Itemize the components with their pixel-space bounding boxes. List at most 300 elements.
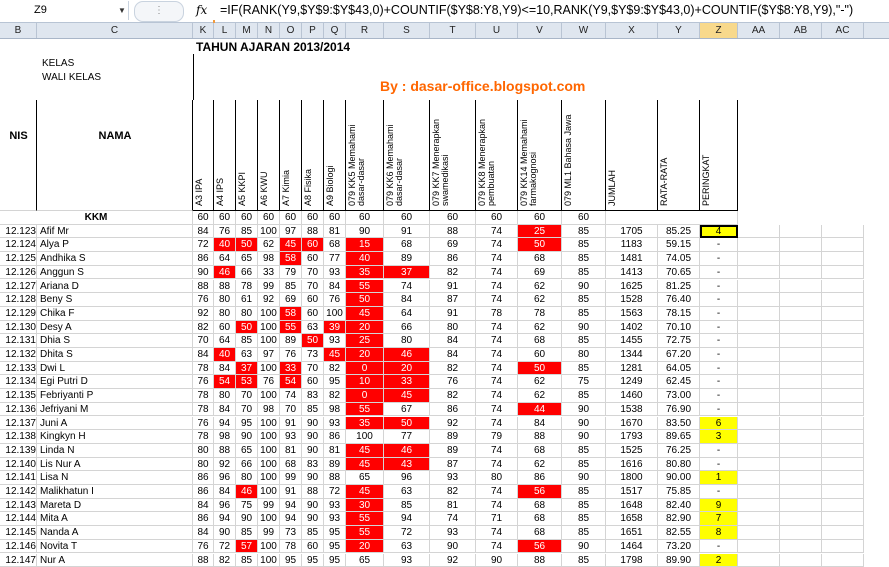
score-cell[interactable]: 78 <box>193 362 214 376</box>
score-cell[interactable]: 45 <box>280 238 302 252</box>
score-cell[interactable]: 99 <box>258 526 280 540</box>
empty-cell[interactable] <box>780 444 822 458</box>
empty-cell[interactable] <box>822 540 864 554</box>
score-cell[interactable]: 90 <box>562 403 606 417</box>
score-cell[interactable]: 72 <box>193 238 214 252</box>
score-cell[interactable]: 85 <box>562 225 606 239</box>
score-cell[interactable]: 62 <box>518 458 562 472</box>
score-cell[interactable]: 90 <box>302 444 324 458</box>
name-cell[interactable]: Febriyanti P <box>37 389 193 403</box>
score-cell[interactable]: 95 <box>324 526 346 540</box>
score-cell[interactable]: 90 <box>302 430 324 444</box>
jumlah-cell[interactable]: 1563 <box>606 307 658 321</box>
empty-cell[interactable] <box>780 417 822 431</box>
name-cell[interactable]: Lisa N <box>37 471 193 485</box>
empty-cell[interactable] <box>738 362 780 376</box>
score-cell[interactable]: 100 <box>258 512 280 526</box>
score-cell[interactable]: 80 <box>214 307 236 321</box>
empty-cell[interactable] <box>822 403 864 417</box>
score-cell[interactable]: 88 <box>302 225 324 239</box>
score-cell[interactable]: 93 <box>430 526 476 540</box>
score-cell[interactable]: 68 <box>518 526 562 540</box>
empty-cell[interactable] <box>822 526 864 540</box>
score-cell[interactable]: 45 <box>346 444 384 458</box>
nis-cell[interactable]: 12.133 <box>0 362 37 376</box>
score-cell[interactable]: 88 <box>518 430 562 444</box>
score-cell[interactable]: 90 <box>236 512 258 526</box>
score-cell[interactable]: 60 <box>302 375 324 389</box>
score-cell[interactable]: 76 <box>193 540 214 554</box>
score-cell[interactable]: 84 <box>193 499 214 513</box>
empty-cell[interactable] <box>780 375 822 389</box>
score-cell[interactable]: 46 <box>384 444 430 458</box>
name-cell[interactable]: Novita T <box>37 540 193 554</box>
score-cell[interactable]: 100 <box>258 389 280 403</box>
score-cell[interactable]: 55 <box>346 512 384 526</box>
jumlah-cell[interactable]: 1616 <box>606 458 658 472</box>
score-cell[interactable]: 84 <box>193 526 214 540</box>
empty-cell[interactable] <box>738 307 780 321</box>
score-cell[interactable]: 78 <box>476 307 518 321</box>
score-cell[interactable]: 80 <box>193 444 214 458</box>
score-cell[interactable]: 64 <box>214 334 236 348</box>
jumlah-cell[interactable]: 1481 <box>606 252 658 266</box>
score-cell[interactable]: 33 <box>280 362 302 376</box>
score-cell[interactable]: 20 <box>384 362 430 376</box>
score-cell[interactable]: 66 <box>384 321 430 335</box>
peringkat-cell[interactable]: 1 <box>700 471 738 485</box>
score-cell[interactable]: 90 <box>214 526 236 540</box>
empty-cell[interactable] <box>780 458 822 472</box>
score-cell[interactable]: 54 <box>280 375 302 389</box>
score-cell[interactable]: 62 <box>518 389 562 403</box>
score-cell[interactable]: 73 <box>280 526 302 540</box>
name-cell[interactable]: Jefriyani M <box>37 403 193 417</box>
score-cell[interactable]: 82 <box>324 389 346 403</box>
score-cell[interactable]: 62 <box>258 238 280 252</box>
empty-cell[interactable] <box>780 293 822 307</box>
score-cell[interactable]: 68 <box>518 334 562 348</box>
score-cell[interactable]: 85 <box>562 458 606 472</box>
nis-cell[interactable]: 12.147 <box>0 554 37 567</box>
name-cell[interactable]: Dhia S <box>37 334 193 348</box>
score-cell[interactable]: 40 <box>346 252 384 266</box>
score-cell[interactable]: 84 <box>214 362 236 376</box>
score-cell[interactable]: 74 <box>476 280 518 294</box>
score-cell[interactable]: 90 <box>236 430 258 444</box>
score-cell[interactable]: 86 <box>324 430 346 444</box>
name-cell[interactable]: Beny S <box>37 293 193 307</box>
nis-cell[interactable]: 12.126 <box>0 266 37 280</box>
formula-bar-grip-icon[interactable]: ⋮ <box>134 1 184 22</box>
score-cell[interactable]: 86 <box>430 252 476 266</box>
rata-rata-cell[interactable]: 89.90 <box>658 554 700 567</box>
score-cell[interactable]: 94 <box>280 512 302 526</box>
name-cell[interactable]: Dhita S <box>37 348 193 362</box>
score-cell[interactable]: 100 <box>258 444 280 458</box>
score-cell[interactable]: 85 <box>562 444 606 458</box>
score-cell[interactable]: 35 <box>346 266 384 280</box>
score-cell[interactable]: 62 <box>518 293 562 307</box>
rata-rata-cell[interactable]: 73.00 <box>658 389 700 403</box>
score-cell[interactable]: 50 <box>346 293 384 307</box>
score-cell[interactable]: 82 <box>430 485 476 499</box>
score-cell[interactable]: 93 <box>324 417 346 431</box>
score-cell[interactable]: 74 <box>476 526 518 540</box>
score-cell[interactable]: 90 <box>302 499 324 513</box>
empty-cell[interactable] <box>738 225 780 239</box>
peringkat-cell[interactable]: - <box>700 403 738 417</box>
score-cell[interactable]: 76 <box>193 375 214 389</box>
score-cell[interactable]: 74 <box>476 389 518 403</box>
score-cell[interactable]: 20 <box>346 540 384 554</box>
empty-cell[interactable] <box>738 334 780 348</box>
score-cell[interactable]: 92 <box>430 417 476 431</box>
name-cell[interactable]: Egi Putri D <box>37 375 193 389</box>
score-cell[interactable]: 85 <box>562 554 606 567</box>
score-cell[interactable]: 98 <box>324 403 346 417</box>
score-cell[interactable]: 68 <box>280 458 302 472</box>
column-header-x[interactable]: X <box>606 23 658 38</box>
score-cell[interactable]: 86 <box>430 403 476 417</box>
score-cell[interactable]: 92 <box>430 554 476 567</box>
score-cell[interactable]: 68 <box>518 512 562 526</box>
score-cell[interactable]: 62 <box>518 375 562 389</box>
peringkat-cell[interactable]: 8 <box>700 526 738 540</box>
peringkat-cell[interactable]: 7 <box>700 512 738 526</box>
score-cell[interactable]: 88 <box>302 485 324 499</box>
score-cell[interactable]: 85 <box>280 280 302 294</box>
score-cell[interactable]: 99 <box>258 499 280 513</box>
column-header-b[interactable]: B <box>0 23 37 38</box>
score-cell[interactable]: 90 <box>302 512 324 526</box>
peringkat-cell[interactable]: - <box>700 266 738 280</box>
score-cell[interactable]: 89 <box>430 430 476 444</box>
score-cell[interactable]: 86 <box>193 512 214 526</box>
score-cell[interactable]: 94 <box>384 512 430 526</box>
score-cell[interactable]: 80 <box>384 334 430 348</box>
score-cell[interactable]: 78 <box>518 307 562 321</box>
score-cell[interactable]: 63 <box>384 485 430 499</box>
name-cell[interactable]: Afif Mr <box>37 225 193 239</box>
score-cell[interactable]: 75 <box>236 499 258 513</box>
score-cell[interactable]: 45 <box>324 348 346 362</box>
empty-cell[interactable] <box>738 485 780 499</box>
score-cell[interactable]: 73 <box>302 348 324 362</box>
rata-rata-cell[interactable]: 67.20 <box>658 348 700 362</box>
score-cell[interactable]: 46 <box>236 485 258 499</box>
column-header-w[interactable]: W <box>562 23 606 38</box>
score-cell[interactable]: 100 <box>258 554 280 567</box>
score-cell[interactable]: 93 <box>324 512 346 526</box>
jumlah-cell[interactable]: 1648 <box>606 499 658 513</box>
rata-rata-cell[interactable]: 85.25 <box>658 225 700 239</box>
peringkat-cell[interactable]: - <box>700 485 738 499</box>
score-cell[interactable]: 79 <box>280 266 302 280</box>
score-cell[interactable]: 76 <box>214 225 236 239</box>
name-cell[interactable]: Malikhatun I <box>37 485 193 499</box>
score-cell[interactable]: 89 <box>384 252 430 266</box>
jumlah-cell[interactable]: 1413 <box>606 266 658 280</box>
score-cell[interactable]: 68 <box>384 238 430 252</box>
rata-rata-cell[interactable]: 90.00 <box>658 471 700 485</box>
score-cell[interactable]: 89 <box>324 458 346 472</box>
jumlah-cell[interactable]: 1528 <box>606 293 658 307</box>
rata-rata-cell[interactable]: 80.80 <box>658 458 700 472</box>
score-cell[interactable]: 60 <box>302 293 324 307</box>
score-cell[interactable]: 74 <box>476 417 518 431</box>
empty-cell[interactable] <box>822 458 864 472</box>
column-header-ac[interactable]: AC <box>822 23 864 38</box>
score-cell[interactable]: 68 <box>518 252 562 266</box>
score-cell[interactable]: 74 <box>430 512 476 526</box>
empty-cell[interactable] <box>780 499 822 513</box>
score-cell[interactable]: 60 <box>518 348 562 362</box>
score-cell[interactable]: 43 <box>384 458 430 472</box>
score-cell[interactable]: 50 <box>302 334 324 348</box>
score-cell[interactable]: 97 <box>258 348 280 362</box>
score-cell[interactable]: 56 <box>518 485 562 499</box>
empty-cell[interactable] <box>738 321 780 335</box>
insert-function-icon[interactable]: fx <box>196 1 207 19</box>
column-header-s[interactable]: S <box>384 23 430 38</box>
score-cell[interactable]: 69 <box>518 266 562 280</box>
score-cell[interactable]: 90 <box>562 471 606 485</box>
score-cell[interactable]: 74 <box>476 458 518 472</box>
score-cell[interactable]: 88 <box>193 280 214 294</box>
score-cell[interactable]: 90 <box>562 280 606 294</box>
column-header-n[interactable]: N <box>258 23 280 38</box>
score-cell[interactable]: 84 <box>430 348 476 362</box>
score-cell[interactable]: 78 <box>193 430 214 444</box>
rata-rata-cell[interactable]: 76.40 <box>658 293 700 307</box>
score-cell[interactable]: 65 <box>346 554 384 567</box>
jumlah-cell[interactable]: 1344 <box>606 348 658 362</box>
score-cell[interactable]: 83 <box>302 458 324 472</box>
score-cell[interactable]: 40 <box>214 348 236 362</box>
score-cell[interactable]: 100 <box>346 430 384 444</box>
score-cell[interactable]: 62 <box>518 280 562 294</box>
score-cell[interactable]: 84 <box>384 293 430 307</box>
name-cell[interactable]: Chika F <box>37 307 193 321</box>
empty-cell[interactable] <box>738 512 780 526</box>
nis-cell[interactable]: 12.123 <box>0 225 37 239</box>
score-cell[interactable]: 96 <box>214 471 236 485</box>
score-cell[interactable]: 74 <box>476 252 518 266</box>
score-cell[interactable]: 88 <box>214 444 236 458</box>
empty-cell[interactable] <box>738 348 780 362</box>
score-cell[interactable]: 40 <box>214 238 236 252</box>
score-cell[interactable]: 44 <box>518 403 562 417</box>
score-cell[interactable]: 50 <box>518 362 562 376</box>
empty-cell[interactable] <box>822 321 864 335</box>
empty-cell[interactable] <box>738 403 780 417</box>
score-cell[interactable]: 85 <box>562 389 606 403</box>
chevron-down-icon[interactable]: ▼ <box>118 1 126 20</box>
score-cell[interactable]: 100 <box>258 225 280 239</box>
column-header-t[interactable]: T <box>430 23 476 38</box>
empty-cell[interactable] <box>780 307 822 321</box>
empty-cell[interactable] <box>780 471 822 485</box>
score-cell[interactable]: 76 <box>280 348 302 362</box>
nis-cell[interactable]: 12.128 <box>0 293 37 307</box>
empty-cell[interactable] <box>822 375 864 389</box>
score-cell[interactable]: 96 <box>384 471 430 485</box>
score-cell[interactable]: 0 <box>346 362 384 376</box>
score-cell[interactable]: 95 <box>302 554 324 567</box>
score-cell[interactable]: 100 <box>258 307 280 321</box>
score-cell[interactable]: 80 <box>214 389 236 403</box>
column-header-v[interactable]: V <box>518 23 562 38</box>
empty-cell[interactable] <box>780 252 822 266</box>
empty-cell[interactable] <box>780 403 822 417</box>
score-cell[interactable]: 45 <box>346 458 384 472</box>
score-cell[interactable]: 54 <box>214 375 236 389</box>
empty-cell[interactable] <box>780 238 822 252</box>
score-cell[interactable]: 85 <box>236 334 258 348</box>
name-cell[interactable]: Alya P <box>37 238 193 252</box>
jumlah-cell[interactable]: 1281 <box>606 362 658 376</box>
score-cell[interactable]: 20 <box>346 348 384 362</box>
score-cell[interactable]: 74 <box>476 485 518 499</box>
column-header-aa[interactable]: AA <box>738 23 780 38</box>
score-cell[interactable]: 100 <box>258 430 280 444</box>
score-cell[interactable]: 89 <box>280 334 302 348</box>
column-header-r[interactable]: R <box>346 23 384 38</box>
score-cell[interactable]: 33 <box>258 266 280 280</box>
empty-cell[interactable] <box>780 348 822 362</box>
score-cell[interactable]: 50 <box>518 238 562 252</box>
empty-cell[interactable] <box>822 430 864 444</box>
score-cell[interactable]: 58 <box>280 307 302 321</box>
score-cell[interactable]: 93 <box>324 266 346 280</box>
score-cell[interactable]: 98 <box>258 252 280 266</box>
score-cell[interactable]: 74 <box>476 225 518 239</box>
score-cell[interactable]: 65 <box>236 252 258 266</box>
empty-cell[interactable] <box>780 321 822 335</box>
score-cell[interactable]: 86 <box>193 471 214 485</box>
score-cell[interactable]: 68 <box>518 444 562 458</box>
score-cell[interactable]: 66 <box>236 266 258 280</box>
score-cell[interactable]: 90 <box>346 225 384 239</box>
score-cell[interactable]: 72 <box>214 540 236 554</box>
score-cell[interactable]: 91 <box>430 280 476 294</box>
peringkat-cell[interactable]: 3 <box>700 430 738 444</box>
score-cell[interactable]: 95 <box>324 540 346 554</box>
score-cell[interactable]: 91 <box>280 417 302 431</box>
peringkat-cell[interactable]: - <box>700 362 738 376</box>
score-cell[interactable]: 72 <box>384 526 430 540</box>
score-cell[interactable]: 55 <box>346 280 384 294</box>
nis-cell[interactable]: 12.132 <box>0 348 37 362</box>
score-cell[interactable]: 82 <box>324 362 346 376</box>
score-cell[interactable]: 100 <box>258 334 280 348</box>
column-header-u[interactable]: U <box>476 23 518 38</box>
column-header-c[interactable]: C <box>37 23 193 38</box>
score-cell[interactable]: 88 <box>193 554 214 567</box>
score-cell[interactable]: 60 <box>302 540 324 554</box>
score-cell[interactable]: 85 <box>562 252 606 266</box>
score-cell[interactable]: 80 <box>193 458 214 472</box>
jumlah-cell[interactable]: 1651 <box>606 526 658 540</box>
jumlah-cell[interactable]: 1798 <box>606 554 658 567</box>
score-cell[interactable]: 85 <box>384 499 430 513</box>
column-header-y[interactable]: Y <box>658 23 700 38</box>
score-cell[interactable]: 85 <box>562 485 606 499</box>
score-cell[interactable]: 74 <box>476 348 518 362</box>
score-cell[interactable]: 100 <box>324 307 346 321</box>
score-cell[interactable]: 60 <box>214 321 236 335</box>
column-header-m[interactable]: M <box>236 23 258 38</box>
rata-rata-cell[interactable]: 82.55 <box>658 526 700 540</box>
score-cell[interactable]: 53 <box>236 375 258 389</box>
empty-cell[interactable] <box>780 430 822 444</box>
rata-rata-cell[interactable]: 59.15 <box>658 238 700 252</box>
score-cell[interactable]: 35 <box>346 417 384 431</box>
score-cell[interactable]: 100 <box>258 417 280 431</box>
name-cell[interactable]: Nur A <box>37 554 193 567</box>
score-cell[interactable]: 100 <box>258 362 280 376</box>
score-cell[interactable]: 70 <box>236 403 258 417</box>
score-cell[interactable]: 85 <box>562 266 606 280</box>
score-cell[interactable]: 90 <box>193 266 214 280</box>
score-cell[interactable]: 55 <box>346 526 384 540</box>
score-cell[interactable]: 95 <box>324 375 346 389</box>
score-cell[interactable]: 76 <box>193 417 214 431</box>
empty-cell[interactable] <box>822 471 864 485</box>
score-cell[interactable]: 74 <box>476 334 518 348</box>
nis-cell[interactable]: 12.144 <box>0 512 37 526</box>
empty-cell[interactable] <box>738 499 780 513</box>
score-cell[interactable]: 90 <box>302 417 324 431</box>
empty-cell[interactable] <box>780 225 822 239</box>
score-cell[interactable]: 75 <box>562 375 606 389</box>
nis-cell[interactable]: 12.142 <box>0 485 37 499</box>
score-cell[interactable]: 70 <box>302 266 324 280</box>
score-cell[interactable]: 63 <box>384 540 430 554</box>
nis-cell[interactable]: 12.135 <box>0 389 37 403</box>
jumlah-cell[interactable]: 1525 <box>606 444 658 458</box>
score-cell[interactable]: 82 <box>430 389 476 403</box>
rata-rata-cell[interactable]: 78.15 <box>658 307 700 321</box>
score-cell[interactable]: 84 <box>193 225 214 239</box>
jumlah-cell[interactable]: 1705 <box>606 225 658 239</box>
score-cell[interactable]: 74 <box>476 362 518 376</box>
score-cell[interactable]: 45 <box>346 307 384 321</box>
score-cell[interactable]: 85 <box>562 512 606 526</box>
score-cell[interactable]: 76 <box>430 375 476 389</box>
score-cell[interactable]: 82 <box>214 554 236 567</box>
jumlah-cell[interactable]: 1793 <box>606 430 658 444</box>
score-cell[interactable]: 91 <box>430 307 476 321</box>
score-cell[interactable]: 46 <box>214 266 236 280</box>
score-cell[interactable]: 74 <box>476 238 518 252</box>
score-cell[interactable]: 70 <box>236 389 258 403</box>
score-cell[interactable]: 93 <box>280 430 302 444</box>
score-cell[interactable]: 90 <box>562 321 606 335</box>
score-cell[interactable]: 98 <box>214 430 236 444</box>
rata-rata-cell[interactable]: 72.75 <box>658 334 700 348</box>
score-cell[interactable]: 84 <box>324 280 346 294</box>
rata-rata-cell[interactable]: 70.65 <box>658 266 700 280</box>
score-cell[interactable]: 74 <box>476 499 518 513</box>
peringkat-cell[interactable]: 4 <box>700 225 738 239</box>
score-cell[interactable]: 80 <box>214 293 236 307</box>
nis-cell[interactable]: 12.140 <box>0 458 37 472</box>
empty-cell[interactable] <box>780 554 822 567</box>
score-cell[interactable]: 100 <box>258 540 280 554</box>
score-cell[interactable]: 81 <box>324 444 346 458</box>
